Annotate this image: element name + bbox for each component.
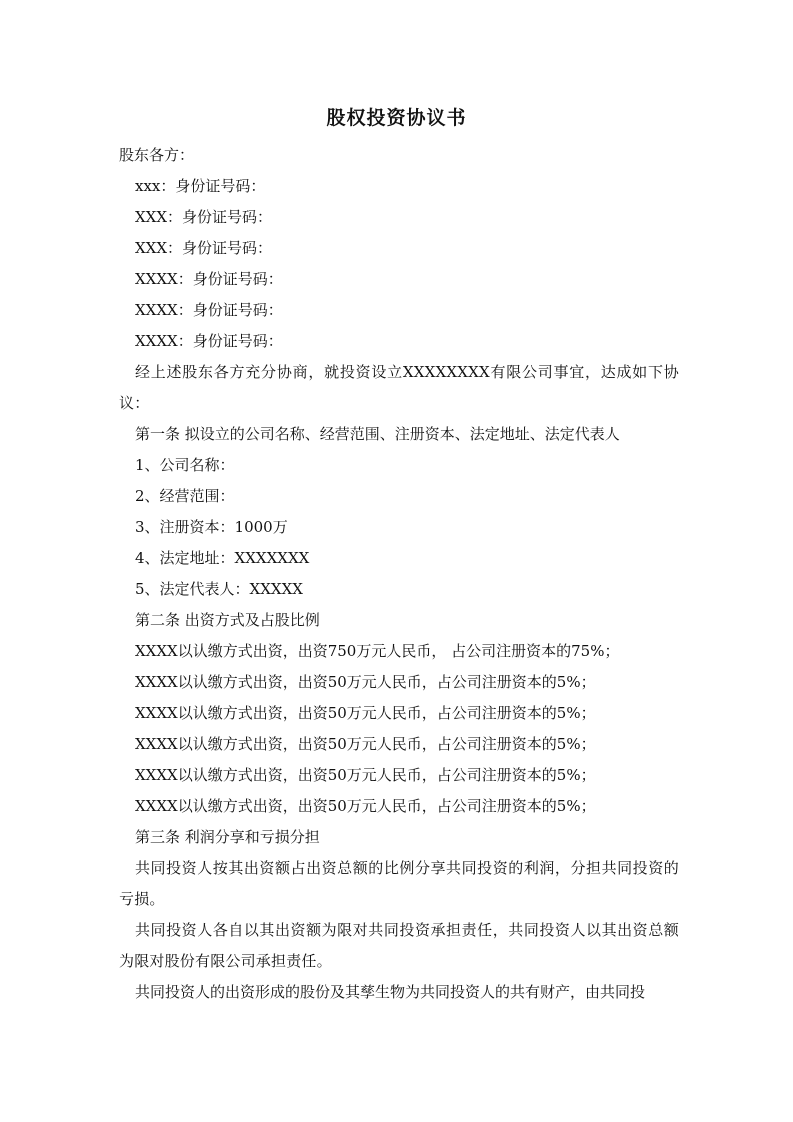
shareholder-line: XXXX：身份证号码： [135, 301, 283, 319]
article-item: 1、公司名称： [135, 456, 235, 474]
body-paragraph-partial: 共同投资人的出资形成的股份及其孳生物为共同投资人的共有财产，由共同投 [135, 983, 646, 1001]
shareholder-line: xxx：身份证号码： [135, 177, 266, 195]
contribution-line: XXXX以认缴方式出资，出资750万元人民币， 占公司注册资本的75%； [135, 642, 620, 660]
shareholder-line: XXXX：身份证号码： [135, 332, 283, 350]
contribution-line: XXXX以认缴方式出资，出资50万元人民币，占公司注册资本的5%； [135, 673, 596, 691]
shareholder-line: XXX：身份证号码： [135, 208, 273, 226]
document-title: 股权投资协议书 [326, 107, 467, 129]
shareholder-line: XXX：身份证号码： [135, 239, 273, 257]
article-heading: 第二条 出资方式及占股比例 [135, 611, 320, 629]
contribution-line: XXXX以认缴方式出资，出资50万元人民币，占公司注册资本的5%； [135, 704, 596, 722]
article-item: 2、经营范围： [135, 487, 235, 505]
article-heading: 第三条 利润分享和亏损分担 [135, 828, 320, 846]
salutation: 股东各方： [119, 146, 195, 164]
shareholder-line: XXXX：身份证号码： [135, 270, 283, 288]
document-body [119, 140, 679, 1008]
contribution-line: XXXX以认缴方式出资，出资50万元人民币，占公司注册资本的5%； [135, 735, 596, 753]
article-item: 5、法定代表人：XXXXX [135, 580, 303, 598]
article-item: 3、注册资本：1000万 [135, 518, 288, 536]
article-heading: 第一条 拟设立的公司名称、经营范围、注册资本、法定地址、法定代表人 [135, 425, 620, 443]
contribution-line: XXXX以认缴方式出资，出资50万元人民币，占公司注册资本的5%； [135, 766, 596, 784]
article-item: 4、法定地址：XXXXXXX [135, 549, 310, 567]
body-paragraph: 共同投资人各自以其出资额为限对共同投资承担责任，共同投资人以其出资总额为限对股份有限公司承担责任。 [119, 921, 679, 970]
contribution-line: XXXX以认缴方式出资，出资50万元人民币，占公司注册资本的5%； [135, 797, 596, 815]
body-paragraph: 共同投资人按其出资额占出资总额的比例分享共同投资的利润，分担共同投资的亏损。 [119, 859, 679, 908]
intro-paragraph: 经上述股东各方充分协商，就投资设立XXXXXXXX有限公司事宜，达成如下协议： [119, 363, 679, 412]
